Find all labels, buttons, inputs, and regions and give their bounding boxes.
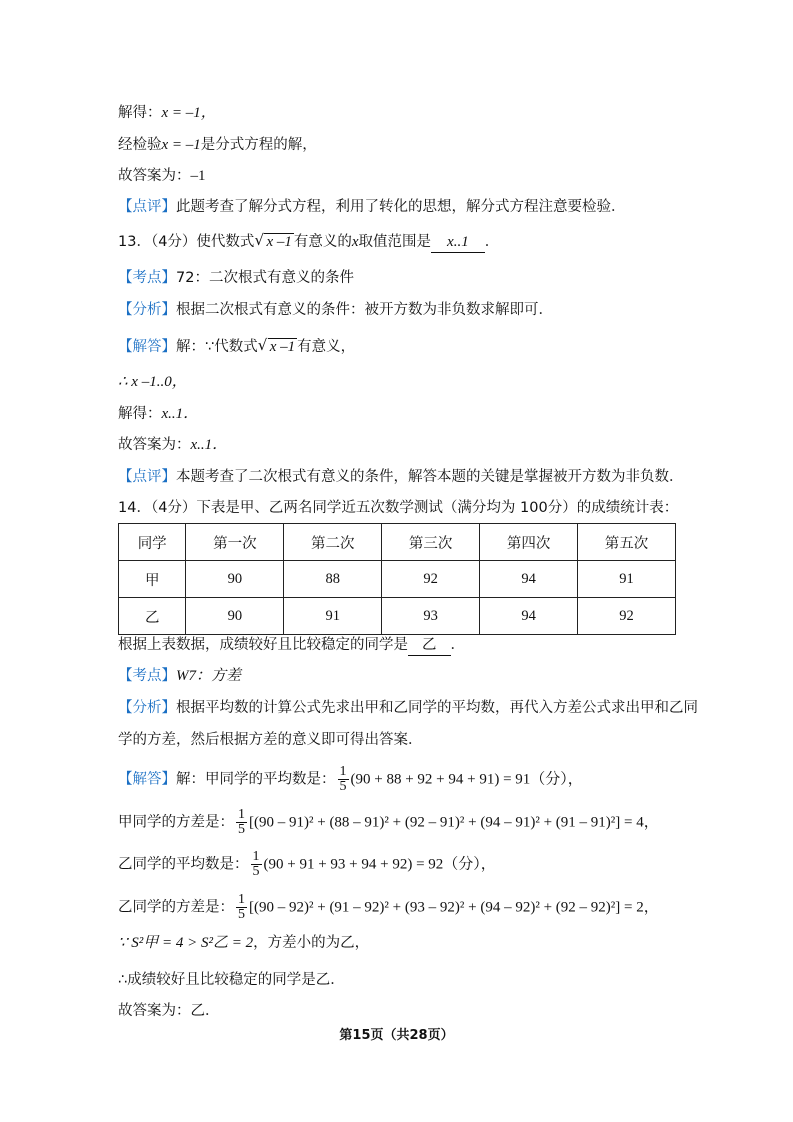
variance-a-line: 甲同学的方差是： $\frac{1}{5}$ [(90 – 91)² + (88 – 91)² + (92 – 91)² + (94 – 91)² + (91 – 91)²] = 4， [118,807,659,837]
table-header: 第四次 [480,524,578,561]
answer-blank: x..1 [431,232,485,253]
table-header: 第一次 [186,524,284,561]
question-14: 14．（4分）下表是甲、乙两名同学近五次数学测试（满分均为 100分）的成绩统计表： [118,500,679,516]
table-header: 同学 [119,524,186,561]
mean-b-line: 乙同学的平均数是： $\frac{1}{5}$ (90 + 91 + 93 + 94 + 92) = 92（分）， [118,849,496,879]
comment-line: 【点评】此题考查了解分式方程，利用了转化的思想，解分式方程注意要检验． [118,199,626,215]
sqrt-expression: √ x –1 [257,336,296,355]
table-cell: 乙 [119,598,186,635]
solve-line: 解得：x..1． [118,406,199,422]
table-header-row [119,524,676,561]
fraction: $\frac{1}{5}$ [238,892,245,922]
analysis-13: 【分析】根据二次根式有意义的条件：被开方数为非负数求解即可． [118,302,553,318]
table-cell: 90 [186,561,284,598]
table-header: 第五次 [578,524,676,561]
answer-13: 【解答】解：∵代数式 √ x –1 有意义， [118,336,356,355]
fraction: $\frac{1}{5}$ [339,764,347,794]
table-cell: 92 [578,598,676,635]
variance-b-line: 乙同学的方差是： $\frac{1}{5}$ [(90 – 92)² + (91 – 92)² + (93 – 92)² + (94 – 92)² + (92 – 92)²] = 2， [118,892,659,922]
table-cell: 93 [382,598,480,635]
table-cell: 92 [382,561,480,598]
therefore-line: ∴ x –1..0， [118,374,187,390]
fraction: $\frac{1}{5}$ [238,807,245,837]
table-cell: 88 [284,561,382,598]
answer-14-mean-a: 【解答】解：甲同学的平均数是： $\frac{1}{5}$ (90 + 88 + 92 + 94 + 91) = 91（分）， [118,764,583,794]
solution-line: 解得：x = –1， [118,105,216,121]
page-footer: 第15页（共28页） [339,1028,454,1043]
table-header: 第三次 [382,524,480,561]
table-cell: 94 [480,598,578,635]
final-answer-13: 故答案为：x..1． [118,437,228,453]
analysis-14-cont: 学的方差，然后根据方差的意义即可得出答案． [118,732,423,748]
fraction: $\frac{1}{5}$ [252,849,260,879]
table-header: 第二次 [284,524,382,561]
check-line: 经检验x = –1是分式方程的解， [118,137,317,153]
answer-blank: 乙 [408,635,451,656]
comment-13: 【点评】本题考查了二次根式有意义的条件，解答本题的关键是掌握被开方数为非负数． [118,469,684,485]
question-13: 13．（4分）使代数式 √ x –1 有意义的x取值范围是 x..1 ． [118,232,499,253]
answer-line: 故答案为：–1 [118,168,206,184]
conclusion-line: ∴成绩较好且比较稳定的同学是乙． [118,972,345,988]
table-cell: 91 [284,598,382,635]
table-cell: 甲 [119,561,186,598]
table-row [119,598,676,635]
table-cell: 90 [186,598,284,635]
knowledge-point-13: 【考点】72：二次根式有意义的条件 [118,270,354,286]
comment-tag: 【点评】 [118,199,176,215]
table-cell: 91 [578,561,676,598]
sqrt-expression: √ x –1 [254,231,292,250]
table-row [119,561,676,598]
knowledge-point-14: 【考点】W7：方差 [118,668,241,684]
final-answer-14: 故答案为：乙． [118,1003,220,1019]
analysis-14: 【分析】根据平均数的计算公式先求出甲和乙同学的平均数，再代入方差公式求出甲和乙同 [118,700,698,716]
question-14-blank-line: 根据上表数据，成绩较好且比较稳定的同学是 乙 ． [118,635,465,656]
table-cell: 94 [480,561,578,598]
compare-line: ∵ S²甲 = 4 > S²乙 = 2，方差小的为乙， [118,935,370,951]
score-table [118,523,676,635]
